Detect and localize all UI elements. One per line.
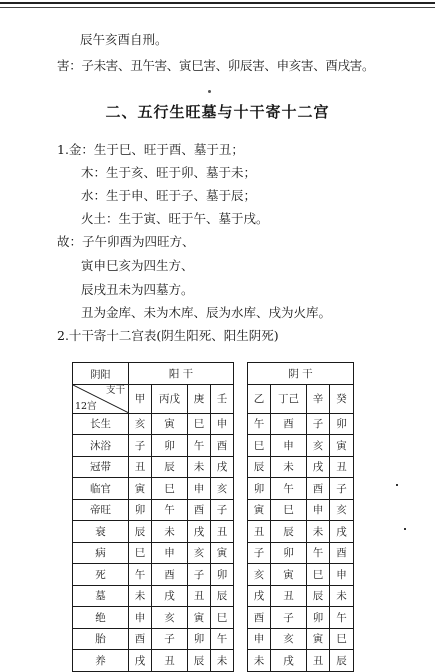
yang-branch-cell: 辰 <box>211 585 234 607</box>
yang-branch-cell: 子 <box>188 564 211 586</box>
yang-branch-cell: 丑 <box>211 521 234 543</box>
yin-branch-cell: 子 <box>307 413 330 435</box>
table-row <box>73 478 354 500</box>
yin-stem-header: 乙 <box>248 384 271 413</box>
yang-branch-cell: 未 <box>152 521 188 543</box>
yin-branch-cell: 亥 <box>307 435 330 457</box>
yin-branch-cell: 丑 <box>271 585 307 607</box>
scan-speck <box>404 528 406 530</box>
table-gap <box>234 650 248 672</box>
table-row <box>73 650 354 672</box>
yin-branch-cell: 酉 <box>271 413 307 435</box>
table-row <box>73 435 354 457</box>
palace-name-cell: 沐浴 <box>73 435 129 457</box>
yin-branch-cell: 午 <box>330 607 354 629</box>
yang-branch-cell: 卯 <box>152 435 188 457</box>
yang-branch-cell: 午 <box>188 435 211 457</box>
yang-branch-cell: 寅 <box>129 478 152 500</box>
yin-branch-cell: 未 <box>307 521 330 543</box>
corner-diagonal-cell <box>73 384 129 413</box>
yang-branch-cell: 辰 <box>129 521 152 543</box>
yin-branch-cell: 子 <box>330 478 354 500</box>
yin-branch-cell: 申 <box>248 628 271 650</box>
table-gap <box>234 384 248 413</box>
yin-branch-cell: 辰 <box>248 456 271 478</box>
table-gap <box>234 521 248 543</box>
text-line-four-prosperous: 故：子午卯酉为四旺方、 <box>57 234 195 249</box>
header-yin-stems: 阴 干 <box>248 363 354 385</box>
header-yin-yang-label: 阴阳 <box>73 363 129 385</box>
text-line-four-tomb: 辰戌丑未为四墓方。 <box>81 282 194 297</box>
yang-branch-cell: 午 <box>129 564 152 586</box>
table-row <box>73 585 354 607</box>
table-row <box>73 499 354 521</box>
text-line-wood: 木：生于亥、旺于卯、墓于未； <box>81 165 257 180</box>
table-row <box>73 564 354 586</box>
yang-branch-cell: 酉 <box>129 628 152 650</box>
yang-stem-header: 庚 <box>188 384 211 413</box>
palace-name-cell: 病 <box>73 542 129 564</box>
yin-branch-cell: 卯 <box>330 413 354 435</box>
yin-branch-cell: 寅 <box>307 628 330 650</box>
yin-branch-cell: 戌 <box>330 521 354 543</box>
table-row <box>73 521 354 543</box>
yin-branch-cell: 申 <box>271 435 307 457</box>
section-title: 二、五行生旺墓与十干寄十二宫 <box>105 103 330 121</box>
text-line-table-caption: 2.十干寄十二宫表(阴生阳死、阳生阴死) <box>57 328 279 343</box>
yang-branch-cell: 戌 <box>188 521 211 543</box>
yin-branch-cell: 戌 <box>248 585 271 607</box>
yang-stem-header: 甲 <box>129 384 152 413</box>
yin-branch-cell: 午 <box>271 478 307 500</box>
yin-branch-cell: 辰 <box>271 521 307 543</box>
text-line-storehouses: 丑为金库、未为木库、辰为水库、戌为火库。 <box>81 305 332 320</box>
yang-branch-cell: 戌 <box>211 456 234 478</box>
yin-branch-cell: 亥 <box>271 628 307 650</box>
ten-stems-twelve-palaces-table <box>72 362 354 672</box>
corner-bottom-label: 12宫 <box>75 400 97 412</box>
yang-branch-cell: 寅 <box>152 413 188 435</box>
palace-name-cell: 衰 <box>73 521 129 543</box>
yin-branch-cell: 卯 <box>307 607 330 629</box>
yang-branch-cell: 辰 <box>152 456 188 478</box>
table-row <box>73 607 354 629</box>
yang-branch-cell: 卯 <box>188 628 211 650</box>
yin-branch-cell: 寅 <box>271 564 307 586</box>
corner-top-label: 支干 <box>105 384 125 396</box>
yin-branch-cell: 亥 <box>248 564 271 586</box>
yin-branch-cell: 未 <box>330 585 354 607</box>
text-line-self-punishment: 辰午亥酉自刑。 <box>80 32 168 47</box>
table-row <box>73 456 354 478</box>
palace-name-cell: 死 <box>73 564 129 586</box>
text-line-metal: 1.金：生于巳、旺于酉、墓于丑； <box>57 142 244 157</box>
yin-branch-cell: 亥 <box>330 499 354 521</box>
table-gap <box>234 628 248 650</box>
table-gap <box>234 585 248 607</box>
palace-name-cell: 墓 <box>73 585 129 607</box>
yang-branch-cell: 巳 <box>152 478 188 500</box>
scan-speck <box>396 484 398 486</box>
yin-branch-cell: 戌 <box>271 650 307 672</box>
yang-branch-cell: 申 <box>152 542 188 564</box>
page-top-rule <box>0 2 435 4</box>
text-line-water: 水：生于申、旺于子、墓于辰； <box>81 188 257 203</box>
text-line-harm: 害：子未害、丑午害、寅巳害、卯辰害、申亥害、酉戌害。 <box>57 58 375 73</box>
yin-branch-cell: 酉 <box>330 542 354 564</box>
yin-branch-cell: 巳 <box>307 564 330 586</box>
table-gap <box>234 435 248 457</box>
yang-branch-cell: 子 <box>152 628 188 650</box>
yin-branch-cell: 巳 <box>248 435 271 457</box>
yang-branch-cell: 丑 <box>129 456 152 478</box>
yin-stem-header: 丁己 <box>271 384 307 413</box>
page-top-rule-thin <box>0 7 435 8</box>
table-gap <box>234 413 248 435</box>
table-gap <box>234 564 248 586</box>
yang-branch-cell: 亥 <box>188 542 211 564</box>
palace-name-cell: 胎 <box>73 628 129 650</box>
yang-branch-cell: 巳 <box>211 607 234 629</box>
palace-name-cell: 冠带 <box>73 456 129 478</box>
yin-branch-cell: 丑 <box>307 650 330 672</box>
yin-branch-cell: 丑 <box>330 456 354 478</box>
text-line-fire-earth: 火土：生于寅、旺于午、墓于戌。 <box>81 211 269 226</box>
yang-stem-header: 壬 <box>211 384 234 413</box>
yang-branch-cell: 丑 <box>152 650 188 672</box>
yin-branch-cell: 卯 <box>271 542 307 564</box>
yang-branch-cell: 午 <box>152 499 188 521</box>
yin-branch-cell: 巳 <box>330 628 354 650</box>
table-gap <box>234 456 248 478</box>
yang-branch-cell: 酉 <box>211 435 234 457</box>
yang-stem-header: 丙戊 <box>152 384 188 413</box>
table-row <box>73 542 354 564</box>
yin-stem-header: 辛 <box>307 384 330 413</box>
table-row <box>73 628 354 650</box>
yin-branch-cell: 寅 <box>248 499 271 521</box>
yin-branch-cell: 巳 <box>271 499 307 521</box>
yin-branch-cell: 申 <box>330 564 354 586</box>
text-line-four-birth: 寅申巳亥为四生方、 <box>81 258 194 273</box>
yang-branch-cell: 子 <box>129 435 152 457</box>
yin-branch-cell: 午 <box>248 413 271 435</box>
yang-branch-cell: 午 <box>211 628 234 650</box>
yin-branch-cell: 子 <box>271 607 307 629</box>
yang-branch-cell: 申 <box>129 607 152 629</box>
yang-branch-cell: 亥 <box>129 413 152 435</box>
yin-branch-cell: 寅 <box>330 435 354 457</box>
yang-branch-cell: 未 <box>188 456 211 478</box>
yang-branch-cell: 卯 <box>129 499 152 521</box>
yang-branch-cell: 酉 <box>188 499 211 521</box>
palace-name-cell: 长生 <box>73 413 129 435</box>
yang-branch-cell: 未 <box>211 650 234 672</box>
palace-name-cell: 帝旺 <box>73 499 129 521</box>
yin-branch-cell: 丑 <box>248 521 271 543</box>
yang-branch-cell: 申 <box>211 413 234 435</box>
yang-branch-cell: 戌 <box>152 585 188 607</box>
yang-branch-cell: 卯 <box>211 564 234 586</box>
yin-branch-cell: 子 <box>248 542 271 564</box>
table-gap <box>234 607 248 629</box>
table-row <box>73 413 354 435</box>
yang-branch-cell: 寅 <box>188 607 211 629</box>
yin-branch-cell: 午 <box>307 542 330 564</box>
palace-name-cell: 养 <box>73 650 129 672</box>
yang-branch-cell: 戌 <box>129 650 152 672</box>
table-gap <box>234 542 248 564</box>
yin-branch-cell: 未 <box>248 650 271 672</box>
yang-branch-cell: 申 <box>188 478 211 500</box>
table-gap <box>234 499 248 521</box>
yin-branch-cell: 酉 <box>248 607 271 629</box>
palace-name-cell: 绝 <box>73 607 129 629</box>
yang-branch-cell: 子 <box>211 499 234 521</box>
yang-branch-cell: 未 <box>129 585 152 607</box>
yang-branch-cell: 巳 <box>129 542 152 564</box>
yang-branch-cell: 巳 <box>188 413 211 435</box>
decorative-dot <box>208 90 211 93</box>
yang-branch-cell: 寅 <box>211 542 234 564</box>
yin-branch-cell: 申 <box>307 499 330 521</box>
yang-branch-cell: 亥 <box>152 607 188 629</box>
yin-branch-cell: 卯 <box>248 478 271 500</box>
yin-branch-cell: 未 <box>271 456 307 478</box>
yin-branch-cell: 辰 <box>307 585 330 607</box>
yin-branch-cell: 辰 <box>330 650 354 672</box>
yang-branch-cell: 辰 <box>188 650 211 672</box>
yang-branch-cell: 丑 <box>188 585 211 607</box>
yin-branch-cell: 酉 <box>307 478 330 500</box>
yin-stem-header: 癸 <box>330 384 354 413</box>
yang-branch-cell: 亥 <box>211 478 234 500</box>
header-yang-stems: 阳 干 <box>129 363 234 385</box>
yin-branch-cell: 戌 <box>307 456 330 478</box>
table-gap <box>234 478 248 500</box>
palace-name-cell: 临官 <box>73 478 129 500</box>
yang-branch-cell: 酉 <box>152 564 188 586</box>
